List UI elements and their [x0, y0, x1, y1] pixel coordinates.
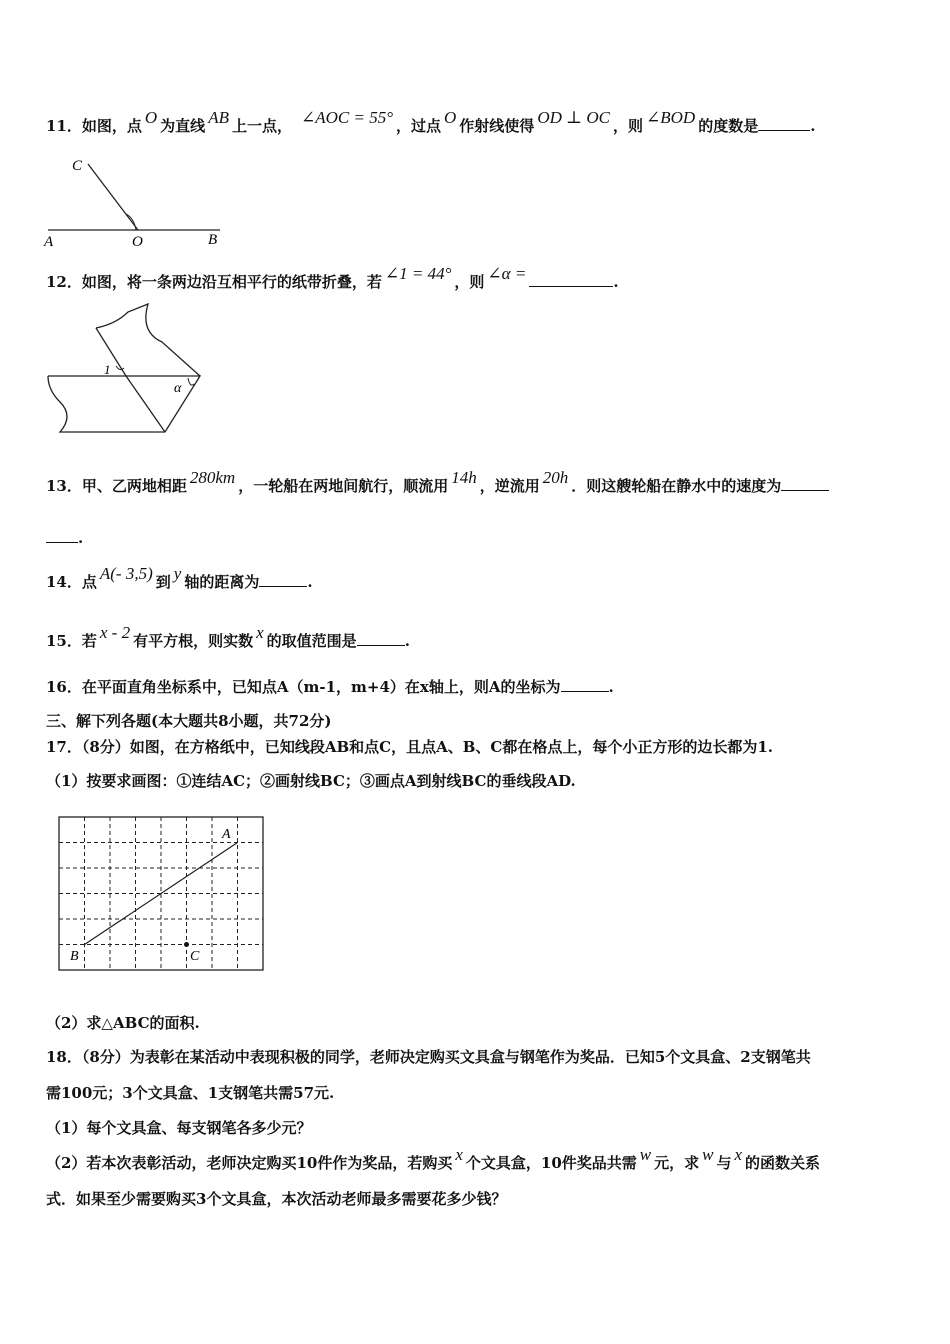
math-280km: 280km [189, 468, 236, 487]
math-14h: 14h [451, 468, 477, 487]
math-x-minus-2: x - 2 [99, 623, 131, 642]
answer-blank[interactable] [781, 476, 829, 491]
math-od-perp-oc: OD ⊥ OC [537, 108, 610, 127]
q11-figure [40, 152, 240, 252]
label-B: B [208, 232, 218, 248]
answer-blank[interactable] [758, 116, 810, 131]
q16-text: 16．在平面直角坐标系中，已知点A（m-1，m+4）在x轴上，则A的坐标为 . [46, 678, 614, 696]
answer-blank[interactable] [529, 272, 613, 287]
q12-text: 12．如图，将一条两边沿互相平行的纸带折叠，若 ∠1 = 44° ，则 ∠α = . [46, 264, 619, 291]
label-B: B [70, 949, 79, 964]
section-heading: 三、解下列各题(本大题共8小题，共72分) [46, 712, 332, 730]
answer-blank[interactable] [561, 677, 609, 692]
label-A: A [222, 827, 231, 842]
q15-text: 15．若 x - 2 有平方根，则实数 x 的取值范围是 . [46, 623, 410, 650]
math-x: x [256, 623, 264, 642]
q12-figure [40, 296, 220, 446]
q13-text-cont: . [46, 528, 83, 548]
q17-part2: （2）求△ABC的面积. [46, 1014, 200, 1032]
math-angle-aoc: ∠AOC = 55° [300, 108, 393, 127]
math-O: O [144, 108, 158, 127]
q17-part1: （1）按要求画图：①连结AC；②画射线BC；③画点A到射线BC的垂线段AD. [46, 772, 576, 790]
label-C: C [190, 949, 200, 964]
answer-blank-cont[interactable] [46, 528, 78, 543]
label-1: 1 [104, 362, 111, 377]
math-angle-alpha: ∠α = [487, 264, 527, 283]
q17-grid-figure [58, 816, 266, 974]
q17-text: 17．（8分）如图，在方格纸中，已知线段AB和点C，且点A、B、C都在格点上，每个小正方形的边长都为1. [46, 738, 773, 756]
q18-part2: （2）若本次表彰活动，老师决定购买10件作为奖品，若购买 x 个文具盒，10件奖品共需 w 元，求 w 与 x 的函数关系 [46, 1145, 821, 1172]
math-w: w [639, 1145, 652, 1164]
label-A: A [44, 234, 54, 250]
answer-blank[interactable] [357, 631, 405, 646]
q18-part2-cont: 式．如果至少需要购买3个文具盒，本次活动老师最多需要花多少钱？ [46, 1190, 507, 1208]
math-AB: AB [208, 108, 229, 127]
math-x2: x [734, 1145, 743, 1164]
q18-text: 18．（8分）为表彰在某活动中表现积极的同学，老师决定购买文具盒与钢笔作为奖品．已知5个文具盒、2支钢笔共 [46, 1048, 811, 1066]
math-y: y [173, 564, 182, 583]
point-C [184, 942, 189, 947]
q11-text: 11．如图，点 O 为直线 AB 上一点， ∠AOC = 55° ，过点 O 作射线使得 OD ⊥ OC ，则 ∠BOD 的度数是 . [46, 108, 816, 135]
q13-text: 13．甲、乙两地相距 280km ，一轮船在两地间航行，顺流用 14h ，逆流用 20h ．则这艘轮船在静水中的速度为 [46, 476, 829, 496]
q18-text-line2: 需100元；3个文具盒、1支钢笔共需57元. [46, 1084, 335, 1102]
math-angle-bod: ∠BOD [646, 108, 696, 127]
label-C: C [72, 158, 83, 174]
math-x: x [455, 1145, 463, 1164]
math-point-a: A(- 3,5) [99, 564, 153, 583]
q18-part1: （1）每个文具盒、每支钢笔各多少元？ [46, 1119, 312, 1137]
answer-blank[interactable] [259, 572, 307, 587]
math-angle1: ∠1 = 44° [384, 264, 452, 283]
q14-text: 14．点 A(- 3,5) 到 y 轴的距离为 . [46, 564, 313, 591]
math-w2: w [702, 1145, 714, 1164]
label-alpha: α [174, 381, 182, 396]
math-O2: O [444, 108, 457, 127]
label-O: O [132, 234, 143, 250]
math-20h: 20h [542, 468, 569, 487]
